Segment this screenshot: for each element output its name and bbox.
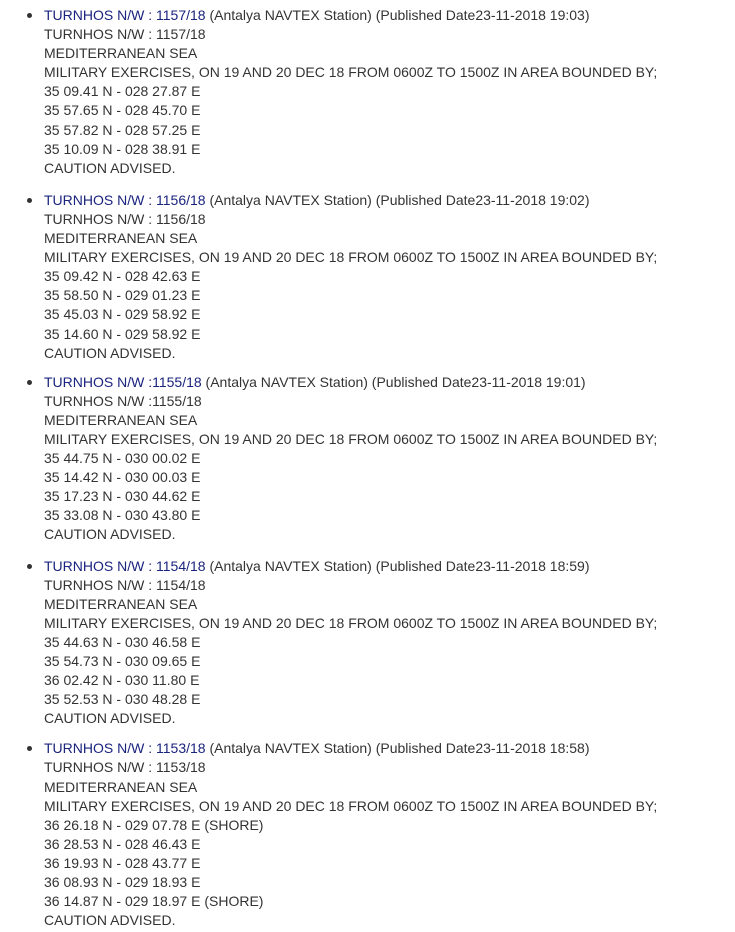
bullet-icon (27, 13, 32, 18)
notice-line: 35 10.09 N - 028 38.91 E (44, 140, 201, 157)
notice-line: CAUTION ADVISED. (44, 710, 176, 727)
navtex-notice (0, 373, 735, 545)
notice-meta: (Antalya NAVTEX Station) (Published Date23-11-2018 18:59) (205, 557, 590, 574)
notice-line: 36 02.42 N - 030 11.80 E (44, 672, 200, 689)
notice-body (44, 25, 735, 178)
notice-link[interactable]: TURNHOS N/W : 1156/18 (44, 191, 206, 208)
notice-line: 35 09.42 N - 028 42.63 E (44, 268, 201, 285)
notice-link[interactable]: TURNHOS N/W : 1154/18 (44, 557, 206, 574)
notice-line: CAUTION ADVISED. (44, 526, 176, 543)
notice-line: CAUTION ADVISED. (44, 912, 176, 929)
notice-link[interactable]: TURNHOS N/W :1155/18 (44, 373, 202, 390)
notice-header (44, 191, 735, 210)
notice-meta: (Antalya NAVTEX Station) (Published Date23-11-2018 19:02) (205, 191, 590, 208)
notice-line: MILITARY EXERCISES, ON 19 AND 20 DEC 18 FROM 0600Z TO 1500Z IN AREA BOUNDED BY; (44, 797, 658, 814)
notice-header (44, 557, 735, 576)
notice-link[interactable]: TURNHOS N/W : 1153/18 (44, 740, 206, 757)
navtex-notice (0, 739, 735, 930)
notice-line: TURNHOS N/W : 1157/18 (44, 26, 206, 43)
notice-line: 35 58.50 N - 029 01.23 E (44, 287, 201, 304)
notice-header (44, 6, 735, 25)
notice-line: 36 19.93 N - 028 43.77 E (44, 854, 201, 871)
notice-header (44, 373, 735, 392)
navtex-notice (0, 557, 735, 729)
bullet-icon (27, 564, 32, 569)
notice-line: 36 14.87 N - 029 18.97 E (SHORE) (44, 893, 264, 910)
notice-line: CAUTION ADVISED. (44, 344, 176, 361)
notice-body (44, 576, 735, 729)
notice-line: 35 52.53 N - 030 48.28 E (44, 691, 201, 708)
notice-line: 35 14.42 N - 030 00.03 E (44, 469, 201, 486)
notice-line: MEDITERRANEAN SEA (44, 45, 198, 62)
notice-line: 35 44.75 N - 030 00.02 E (44, 450, 201, 467)
navtex-notice (0, 6, 735, 178)
notice-line: TURNHOS N/W : 1153/18 (44, 759, 206, 776)
notice-line: MEDITERRANEAN SEA (44, 595, 198, 612)
notice-line: MILITARY EXERCISES, ON 19 AND 20 DEC 18 FROM 0600Z TO 1500Z IN AREA BOUNDED BY; (44, 614, 658, 631)
notice-line: 35 09.41 N - 028 27.87 E (44, 83, 201, 100)
bullet-icon (27, 746, 32, 751)
notice-body (44, 210, 735, 363)
notice-line: MEDITERRANEAN SEA (44, 411, 198, 428)
notice-line: 35 57.65 N - 028 45.70 E (44, 102, 201, 119)
bullet-icon (27, 198, 32, 203)
notice-line: 35 45.03 N - 029 58.92 E (44, 306, 201, 323)
navtex-notice (0, 191, 735, 363)
notice-line: 36 08.93 N - 029 18.93 E (44, 874, 201, 891)
notice-body (44, 758, 735, 930)
notice-line: 35 44.63 N - 030 46.58 E (44, 633, 201, 650)
notice-line: 35 14.60 N - 029 58.92 E (44, 325, 201, 342)
notice-line: 35 33.08 N - 030 43.80 E (44, 507, 201, 524)
notice-line: MILITARY EXERCISES, ON 19 AND 20 DEC 18 FROM 0600Z TO 1500Z IN AREA BOUNDED BY; (44, 249, 658, 266)
notice-line: MILITARY EXERCISES, ON 19 AND 20 DEC 18 FROM 0600Z TO 1500Z IN AREA BOUNDED BY; (44, 430, 658, 447)
notice-line: TURNHOS N/W : 1154/18 (44, 576, 206, 593)
notice-line: 36 28.53 N - 028 46.43 E (44, 835, 201, 852)
notice-line: 35 57.82 N - 028 57.25 E (44, 121, 201, 138)
notice-meta: (Antalya NAVTEX Station) (Published Date23-11-2018 18:58) (205, 740, 590, 757)
notice-line: 36 26.18 N - 029 07.78 E (SHORE) (44, 816, 264, 833)
notice-line: MEDITERRANEAN SEA (44, 778, 198, 795)
notice-line: MILITARY EXERCISES, ON 19 AND 20 DEC 18 FROM 0600Z TO 1500Z IN AREA BOUNDED BY; (44, 64, 658, 81)
notice-line: TURNHOS N/W :1155/18 (44, 392, 202, 409)
notice-header (44, 739, 735, 758)
bullet-icon (27, 380, 32, 385)
notice-line: 35 17.23 N - 030 44.62 E (44, 488, 201, 505)
notice-line: MEDITERRANEAN SEA (44, 230, 198, 247)
notice-link[interactable]: TURNHOS N/W : 1157/18 (44, 7, 206, 23)
notice-line: CAUTION ADVISED. (44, 159, 176, 176)
notice-line: TURNHOS N/W : 1156/18 (44, 210, 206, 227)
notice-meta: (Antalya NAVTEX Station) (Published Date23-11-2018 19:01) (201, 373, 586, 390)
notice-meta: (Antalya NAVTEX Station) (Published Date23-11-2018 19:03) (205, 7, 590, 23)
notice-line: 35 54.73 N - 030 09.65 E (44, 653, 201, 669)
notice-body (44, 392, 735, 545)
